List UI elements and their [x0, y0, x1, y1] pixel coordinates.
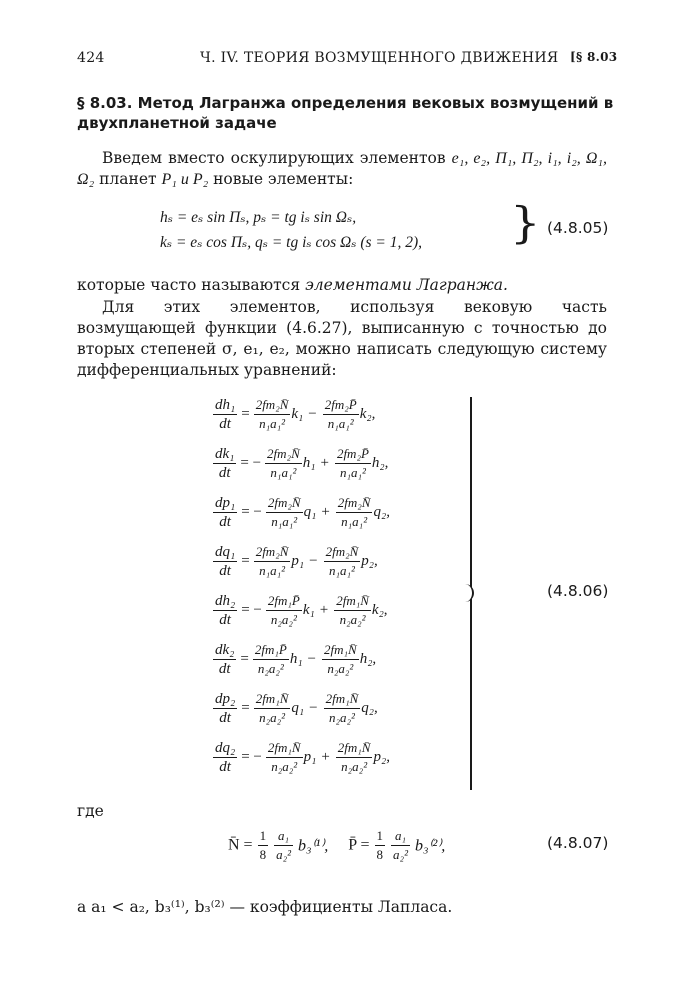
- laplace-coefficients-sentence: а a₁ < a₂, b₃⁽¹⁾, b₃⁽²⁾ — коэффициенты Лапласа.: [77, 898, 453, 916]
- variable: k₂,: [359, 406, 376, 422]
- variable: p₁: [291, 553, 305, 569]
- equation-4-8-07: [228, 828, 445, 863]
- ode-equation: [212, 691, 378, 726]
- variable: h₁: [289, 651, 303, 667]
- coefficient-fraction: $\frac{\text{2fm₁N̄}}{\text{n₂a₂²}}$: [267, 740, 301, 774]
- section-heading: § 8.03. Метод Лагранжа определения вековых возмущений в двухпланетной задаче: [77, 94, 614, 132]
- coefficient-fraction: $\frac{\text{2fm₁P̄}}{\text{n₂a₂²}}$: [267, 593, 300, 627]
- variable: k₁: [302, 602, 315, 618]
- coefficient-fraction: $\frac{\text{2fm₁N̄}}{\text{n₂a₂²}}$: [255, 691, 289, 725]
- operator: −: [309, 700, 318, 716]
- variable: p₁: [303, 749, 317, 765]
- laplace-b1: b₃⁽¹⁾,: [298, 837, 329, 855]
- equation-number-4-8-07: (4.8.07): [547, 834, 609, 852]
- equation-row-1: hₛ = eₛ sin Πₛ, pₛ = tg iₛ sin Ωₛ,: [160, 209, 357, 226]
- coefficient-fraction: $\frac{\text{2fm₂P̄}}{\text{n₁a₁²}}$: [324, 397, 357, 431]
- variable: q₁: [291, 700, 305, 716]
- lagrange-elements-sentence: [77, 275, 607, 296]
- equals-sign: =: [241, 553, 250, 569]
- equals-sign: = −: [241, 602, 262, 618]
- variable: h₂,: [371, 455, 389, 471]
- coefficient-fraction: $\frac{\text{2fm₁N̄}}{\text{n₂a₂²}}$: [337, 740, 371, 774]
- equals-sign: = −: [240, 455, 262, 471]
- intro-text-c: новые элементы:: [208, 170, 354, 188]
- coefficient-fraction: $\frac{\text{2fm₂N̄}}{\text{n₁a₁²}}$: [267, 446, 300, 480]
- page-number: 424: [77, 50, 105, 66]
- variable: q₂,: [361, 700, 378, 716]
- ode-equation: [212, 544, 378, 579]
- system-intro-paragraph: Для этих элементов, используя вековую часть возмущающей функции (4.6.27), выписанную с точностью до вторых степеней σ, e₁, e₂, можно написать следующую систему дифференциальных уравнений:: [77, 298, 607, 379]
- coefficient-fraction: $\frac{\text{2fm₁P̄}}{\text{n₂a₂²}}$: [254, 642, 287, 676]
- equation-row-2: kₛ = eₛ cos Πₛ, qₛ = tg iₛ cos Ωₛ (s = 1, 2),: [160, 234, 423, 251]
- intro-text-b: планет: [94, 170, 162, 188]
- variable: k₂,: [371, 602, 388, 618]
- coefficient-fraction: $\frac{\text{2fm₁N̄}}{\text{n₂a₂²}}$: [324, 642, 357, 676]
- operator: −: [309, 553, 318, 569]
- derivative-fraction: $\frac{\text{dk₁}}{dt}$: [215, 446, 235, 481]
- n-bar-lhs: N̄ =: [228, 836, 253, 854]
- operator: +: [321, 749, 330, 765]
- ode-equation: [212, 593, 388, 628]
- derivative-fraction: $\frac{\text{dp₂}}{dt}$: [215, 691, 236, 726]
- equals-sign: =: [241, 406, 250, 422]
- sentence-text: которые часто называются: [77, 276, 306, 294]
- coefficient-fraction: $\frac{\text{2fm₂N̄}}{\text{n₁a₁²}}$: [325, 544, 359, 578]
- variable: q₁: [303, 504, 317, 520]
- fraction-one-eighth: $\frac{1}{8}$: [259, 828, 267, 862]
- p-bar-lhs: P̄ =: [348, 836, 370, 854]
- operator: +: [321, 504, 330, 520]
- operator: −: [307, 651, 316, 667]
- where-word: где: [77, 802, 104, 820]
- derivative-fraction: $\frac{\text{dp₁}}{dt}$: [215, 495, 236, 530]
- coefficient-fraction: $\frac{\text{2fm₂N̄}}{\text{n₁a₁²}}$: [255, 397, 289, 431]
- variable: p₂,: [361, 553, 378, 569]
- laplace-b2: b₃⁽²⁾,: [414, 837, 446, 855]
- equation-number-4-8-06: (4.8.06): [547, 582, 609, 600]
- equals-sign: = −: [241, 504, 262, 520]
- equals-sign: =: [240, 651, 249, 667]
- operator: +: [319, 602, 329, 618]
- intro-planets: P₁ и P₂: [161, 171, 209, 188]
- coefficient-fraction: $\frac{\text{2fm₂N̄}}{\text{n₁a₁²}}$: [337, 495, 371, 529]
- intro-elements: e₁, e₂, Π₁, Π₂, i₁, i₂, Ω₁, Ω₂: [77, 150, 607, 188]
- intro-paragraph: [77, 148, 607, 190]
- section-reference: [§ 8.03: [570, 50, 618, 64]
- ode-equation: [212, 642, 376, 677]
- equation-4-8-05: [160, 205, 422, 255]
- coefficient-fraction: $\frac{\text{2fm₂N̄}}{\text{n₁a₁²}}$: [255, 544, 289, 578]
- system-bracket-tip: [462, 584, 474, 602]
- derivative-fraction: $\frac{\text{dk₂}}{dt}$: [215, 642, 235, 677]
- variable: h₂,: [359, 651, 377, 667]
- equals-sign: = −: [241, 749, 262, 765]
- coefficient-fraction: $\frac{\text{2fm₁N̄}}{\text{n₂a₂²}}$: [325, 691, 359, 725]
- fraction-one-eighth-2: $\frac{1}{8}$: [376, 828, 384, 862]
- ode-equation: [212, 397, 375, 432]
- intro-text: Введем вместо оскулирующих элементов: [102, 149, 452, 167]
- equals-sign: =: [241, 700, 250, 716]
- variable: h₁: [302, 455, 316, 471]
- coefficient-fraction: $\frac{\text{2fm₂P̄}}{\text{n₁a₁²}}$: [336, 446, 369, 480]
- derivative-fraction: $\frac{\text{dq₂}}{dt}$: [215, 740, 236, 775]
- derivative-fraction: $\frac{\text{dh₁}}{dt}$: [215, 397, 236, 432]
- coefficient-fraction: $\frac{\text{2fm₂N̄}}{\text{n₁a₁²}}$: [267, 495, 301, 529]
- derivative-fraction: $\frac{\text{dq₁}}{dt}$: [215, 544, 236, 579]
- coefficient-fraction: $\frac{\text{2fm₁N̄}}{\text{n₂a₂²}}$: [336, 593, 369, 627]
- equation-number-4-8-05: (4.8.05): [547, 219, 609, 237]
- ode-equation: [212, 495, 390, 530]
- ode-equation: [212, 740, 390, 775]
- operator: −: [308, 406, 317, 422]
- operator: +: [320, 455, 329, 471]
- derivative-fraction: $\frac{\text{dh₂}}{dt}$: [215, 593, 236, 628]
- lagrange-term: элементами Лагранжа.: [305, 276, 508, 294]
- right-brace: }: [510, 197, 541, 249]
- variable: k₁: [291, 406, 304, 422]
- fraction-a1-a2sq: $\frac{\text{a₁}}{\text{a₂²}}$: [276, 828, 291, 862]
- variable: p₂,: [373, 749, 390, 765]
- running-title: Ч. IV. ТЕОРИЯ ВОЗМУЩЕННОГО ДВИЖЕНИЯ: [200, 50, 559, 66]
- variable: q₂,: [373, 504, 390, 520]
- fraction-a1-a2sq-2: $\frac{\text{a₁}}{\text{a₂²}}$: [393, 828, 408, 862]
- ode-equation: [212, 446, 388, 481]
